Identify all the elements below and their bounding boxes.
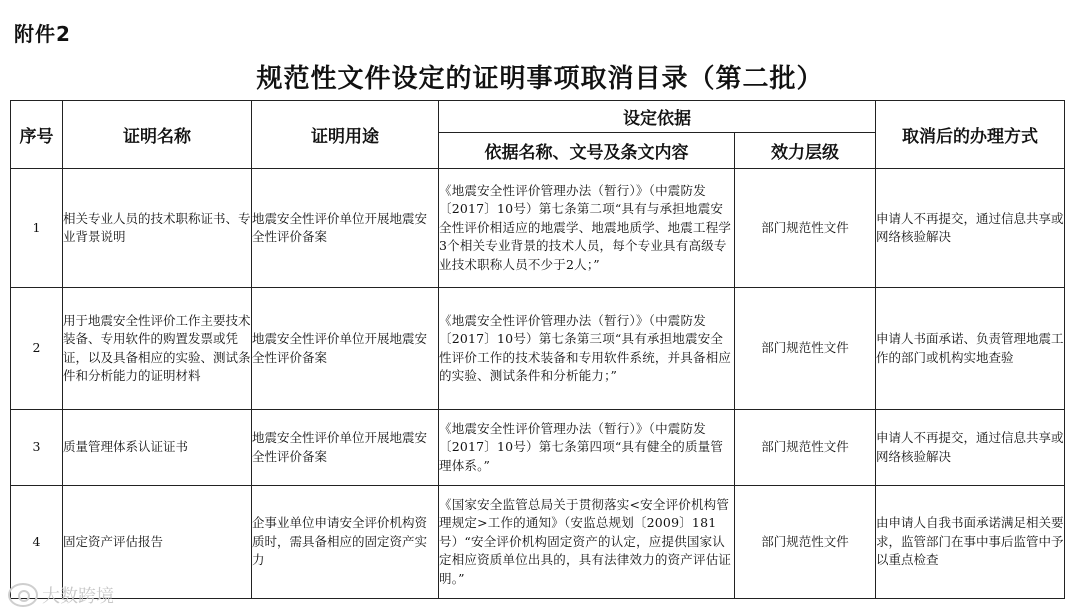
- header-certificate-name: 证明名称: [63, 101, 252, 169]
- row-certificate-purpose: 地震安全性评价单位开展地震安全性评价备案: [252, 288, 439, 410]
- table-row: [11, 169, 1065, 288]
- header-basis-group: 设定依据: [439, 101, 876, 133]
- table-row: [11, 288, 1065, 410]
- row-basis: 《地震安全性评价管理办法（暂行）》（中震防发〔2017〕10号）第七条第二项“具有与承担地震安全性评价相适应的地震学、地震地质学、地震工程学3个相关专业背景的技术人员，每个专业具有高级专业技术职称人员不少于2人；”: [439, 169, 735, 288]
- header-basis-detail: 依据名称、文号及条文内容: [439, 133, 735, 169]
- watermark-logo-icon: [8, 583, 38, 607]
- header-seq: 序号: [11, 101, 63, 169]
- row-effect-level: 部门规范性文件: [735, 410, 876, 486]
- row-basis: 《地震安全性评价管理办法（暂行）》（中震防发〔2017〕10号）第七条第三项“具有承担地震安全性评价工作的技术装备和专用软件系统，并具备相应的实验、测试条件和分析能力；”: [439, 288, 735, 410]
- row-certificate-name: 质量管理体系认证证书: [63, 410, 252, 486]
- attachment-label: 附件2: [14, 22, 71, 46]
- row-after-cancel: 申请人不再提交，通过信息共享或网络核验解决: [876, 410, 1065, 486]
- row-certificate-name: 固定资产评估报告: [63, 486, 252, 599]
- row-effect-level: 部门规范性文件: [735, 288, 876, 410]
- table-row: [11, 410, 1065, 486]
- table-row: [11, 486, 1065, 599]
- row-certificate-purpose: 企事业单位申请安全评价机构资质时，需具备相应的固定资产实力: [252, 486, 439, 599]
- row-effect-level: 部门规范性文件: [735, 169, 876, 288]
- header-certificate-purpose: 证明用途: [252, 101, 439, 169]
- row-seq: 1: [11, 169, 63, 288]
- header-row-1: [11, 101, 1065, 133]
- row-after-cancel: 申请人书面承诺、负责管理地震工作的部门或机构实地查验: [876, 288, 1065, 410]
- watermark: [8, 582, 114, 608]
- row-effect-level: 部门规范性文件: [735, 486, 876, 599]
- row-seq: 4: [11, 486, 63, 599]
- row-basis: 《国家安全监管总局关于贯彻落实<安全评价机构管理规定>工作的通知》（安监总规划〔2009〕181号）“安全评价机构固定资产的认定，应提供国家认定相应资质单位出具的，具有法律效力的资产评估证明。”: [439, 486, 735, 599]
- header-after-cancel: 取消后的办理方式: [876, 101, 1065, 169]
- row-certificate-name: 用于地震安全性评价工作主要技术装备、专用软件的购置发票或凭证，以及具备相应的实验、测试条件和分析能力的证明材料: [63, 288, 252, 410]
- row-after-cancel: 申请人不再提交，通过信息共享或网络核验解决: [876, 169, 1065, 288]
- catalog-table: [10, 100, 1065, 599]
- row-basis: 《地震安全性评价管理办法（暂行）》（中震防发〔2017〕10号）第七条第四项“具有健全的质量管理体系。”: [439, 410, 735, 486]
- row-seq: 2: [11, 288, 63, 410]
- document-title: 规范性文件设定的证明事项取消目录（第二批）: [256, 64, 824, 94]
- row-certificate-purpose: 地震安全性评价单位开展地震安全性评价备案: [252, 169, 439, 288]
- row-seq: 3: [11, 410, 63, 486]
- row-after-cancel: 由申请人自我书面承诺满足相关要求，监管部门在事中事后监管中予以重点检查: [876, 486, 1065, 599]
- row-certificate-name: 相关专业人员的技术职称证书、专业背景说明: [63, 169, 252, 288]
- header-effect-level: 效力层级: [735, 133, 876, 169]
- row-certificate-purpose: 地震安全性评价单位开展地震安全性评价备案: [252, 410, 439, 486]
- watermark-text: 大数跨境: [42, 586, 114, 607]
